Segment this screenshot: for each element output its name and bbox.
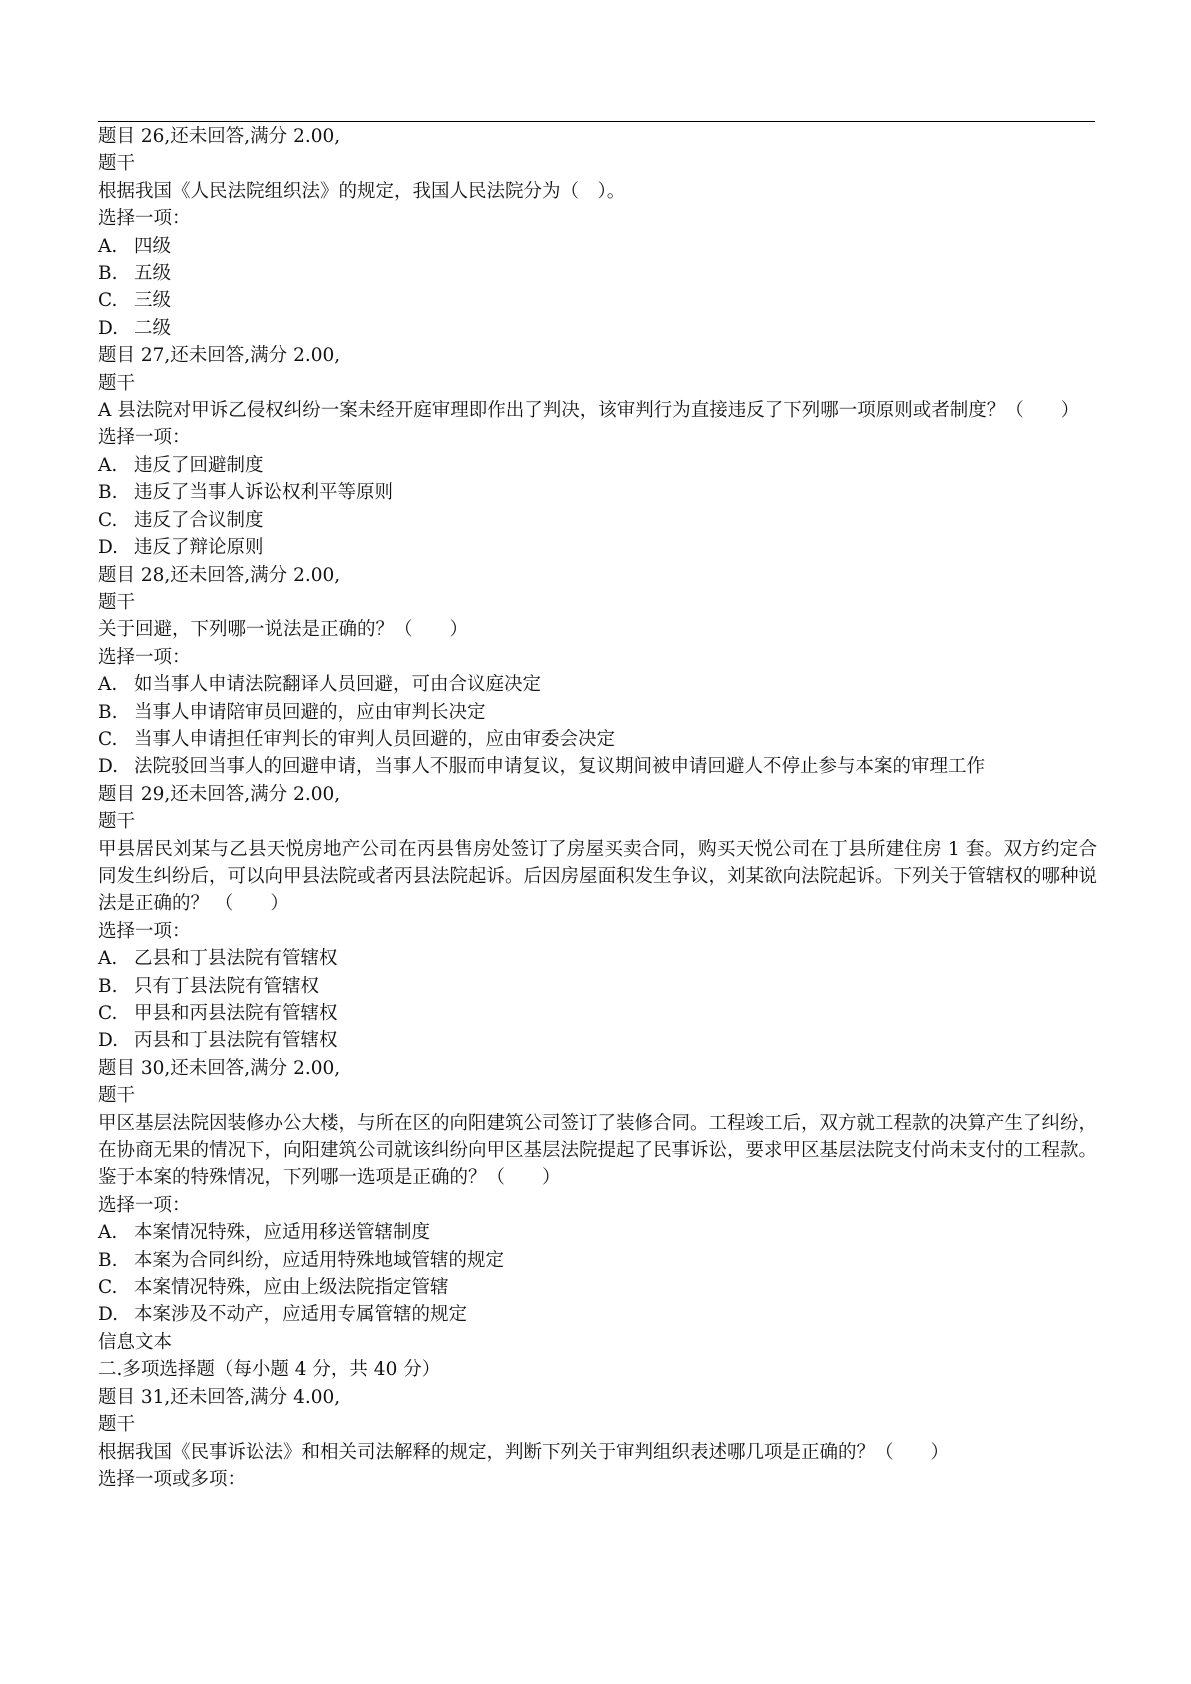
- question-header: 题目 29,还未回答,满分 2.00,: [98, 783, 341, 805]
- stem-label: 题干: [98, 811, 136, 833]
- header-rule: [98, 121, 1095, 122]
- option-text: 丙县和丁县法院有管辖权: [134, 1030, 338, 1052]
- option-d[interactable]: [98, 534, 1097, 561]
- option-text: 本案为合同纠纷，应适用特殊地域管辖的规定: [134, 1249, 505, 1271]
- choice-prompt: 选择一项：: [98, 1194, 191, 1216]
- question-27: [98, 342, 1097, 561]
- choice-prompt: 选择一项：: [98, 208, 191, 230]
- document-content: [98, 123, 1097, 1493]
- option-text: 只有丁县法院有管辖权: [134, 975, 320, 997]
- question-header: 题目 31,还未回答,满分 4.00,: [98, 1386, 341, 1408]
- question-stem: 根据我国《民事诉讼法》和相关司法解释的规定，判断下列关于审判组织表述哪几项是正确的？（ ）: [98, 1441, 950, 1463]
- option-d[interactable]: [98, 1027, 1097, 1054]
- option-d[interactable]: [98, 315, 1097, 342]
- stem-label: 题干: [98, 591, 136, 613]
- option-text: 二级: [134, 317, 172, 339]
- option-letter: C.: [98, 728, 118, 750]
- question-header: 题目 28,还未回答,满分 2.00,: [98, 564, 341, 586]
- option-text: 违反了回避制度: [134, 454, 264, 476]
- option-a[interactable]: [98, 945, 1097, 972]
- question-stem: 甲区基层法院因装修办公大楼，与所在区的向阳建筑公司签订了装修合同。工程竣工后，双方就工程款的决算产生了纠纷，在协商无果的情况下，向阳建筑公司就该纠纷向甲区基层法院提起了民事诉讼，要求甲区基层法院支付尚未支付的工程款。鉴于本案的特殊情况，下列哪一选项是正确的？（ ）: [98, 1112, 1098, 1189]
- option-letter: A.: [98, 235, 118, 257]
- choice-prompt: 选择一项：: [98, 920, 191, 942]
- option-letter: B.: [98, 701, 118, 723]
- option-text: 甲县和丙县法院有管辖权: [134, 1003, 338, 1024]
- option-c[interactable]: [98, 1000, 1097, 1027]
- question-header: 题目 30,还未回答,满分 2.00,: [98, 1057, 341, 1079]
- stem-label: 题干: [98, 1414, 136, 1436]
- option-text: 当事人申请担任审判长的审判人员回避的，应由审委会决定: [134, 728, 616, 750]
- option-b[interactable]: [98, 260, 1097, 287]
- option-d[interactable]: [98, 1301, 1097, 1328]
- option-letter: D.: [98, 1304, 119, 1326]
- section-title: 二.多项选择题（每小题 4 分，共 40 分）: [98, 1359, 441, 1381]
- question-stem: 关于回避，下列哪一说法是正确的？（ ）: [98, 619, 469, 641]
- option-b[interactable]: [98, 973, 1097, 1000]
- option-letter: A.: [98, 674, 118, 696]
- question-29: [98, 781, 1097, 1055]
- option-a[interactable]: [98, 1219, 1097, 1246]
- option-letter: B.: [98, 975, 118, 997]
- option-text: 本案情况特殊，应由上级法院指定管辖: [134, 1277, 449, 1299]
- option-text: 违反了辩论原则: [134, 537, 264, 559]
- option-c[interactable]: [98, 726, 1097, 753]
- stem-label: 题干: [98, 372, 136, 394]
- question-header: 题目 26,还未回答,满分 2.00,: [98, 126, 341, 147]
- option-letter: C.: [98, 1277, 118, 1299]
- option-text: 当事人申请陪审员回避的，应由审判长决定: [134, 701, 486, 723]
- info-text: 信息文本: [98, 1331, 173, 1353]
- option-text: 乙县和丁县法院有管辖权: [134, 948, 338, 970]
- option-letter: D.: [98, 1030, 119, 1052]
- option-letter: C.: [98, 1003, 118, 1024]
- option-a[interactable]: [98, 233, 1097, 260]
- option-c[interactable]: [98, 1274, 1097, 1301]
- option-text: 本案涉及不动产，应适用专属管辖的规定: [134, 1304, 468, 1326]
- stem-label: 题干: [98, 153, 136, 175]
- question-26: [98, 123, 1097, 342]
- option-text: 五级: [134, 263, 172, 285]
- option-letter: B.: [98, 263, 118, 285]
- question-header: 题目 27,还未回答,满分 2.00,: [98, 345, 341, 367]
- option-a[interactable]: [98, 671, 1097, 698]
- option-b[interactable]: [98, 479, 1097, 506]
- option-text: 违反了当事人诉讼权利平等原则: [134, 482, 394, 504]
- question-30: [98, 1055, 1097, 1329]
- option-d[interactable]: [98, 753, 1097, 780]
- option-letter: C.: [98, 290, 118, 312]
- option-text: 法院驳回当事人的回避申请，当事人不服而申请复议，复议期间被申请回避人不停止参与本案的审理工作: [134, 756, 986, 778]
- option-letter: D.: [98, 756, 119, 778]
- option-letter: C.: [98, 509, 118, 531]
- option-letter: B.: [98, 1249, 118, 1271]
- stem-label: 题干: [98, 1085, 136, 1107]
- question-31: [98, 1384, 1097, 1494]
- option-letter: D.: [98, 317, 119, 339]
- option-text: 四级: [134, 235, 172, 257]
- question-stem: 根据我国《人民法院组织法》的规定，我国人民法院分为（ ）。: [98, 180, 626, 202]
- choice-prompt: 选择一项或多项：: [98, 1468, 247, 1490]
- question-stem: A 县法院对甲诉乙侵权纠纷一案未经开庭审理即作出了判决，该审判行为直接违反了下列哪一项原则或者制度？（ ）: [98, 400, 1080, 422]
- option-letter: A.: [98, 1222, 118, 1244]
- option-letter: A.: [98, 454, 118, 476]
- option-c[interactable]: [98, 287, 1097, 314]
- option-text: 如当事人申请法院翻译人员回避，可由合议庭决定: [134, 674, 542, 696]
- option-letter: D.: [98, 537, 119, 559]
- option-c[interactable]: [98, 507, 1097, 534]
- option-text: 违反了合议制度: [134, 509, 264, 531]
- option-letter: B.: [98, 482, 118, 504]
- option-a[interactable]: [98, 452, 1097, 479]
- option-text: 本案情况特殊，应适用移送管辖制度: [134, 1222, 431, 1244]
- choice-prompt: 选择一项：: [98, 427, 191, 449]
- option-b[interactable]: [98, 699, 1097, 726]
- option-text: 三级: [134, 290, 172, 312]
- question-28: [98, 562, 1097, 781]
- option-b[interactable]: [98, 1247, 1097, 1274]
- option-letter: A.: [98, 948, 118, 970]
- question-stem: 甲县居民刘某与乙县天悦房地产公司在丙县售房处签订了房屋买卖合同，购买天悦公司在丁县所建住房 1 套。双方约定合同发生纠纷后，可以向甲县法院或者丙县法院起诉。后因房屋面积发生争议，刘某欲向法院起诉。下列关于管辖权的哪种说法是正确的？ （ ）: [98, 838, 1098, 915]
- choice-prompt: 选择一项：: [98, 646, 191, 668]
